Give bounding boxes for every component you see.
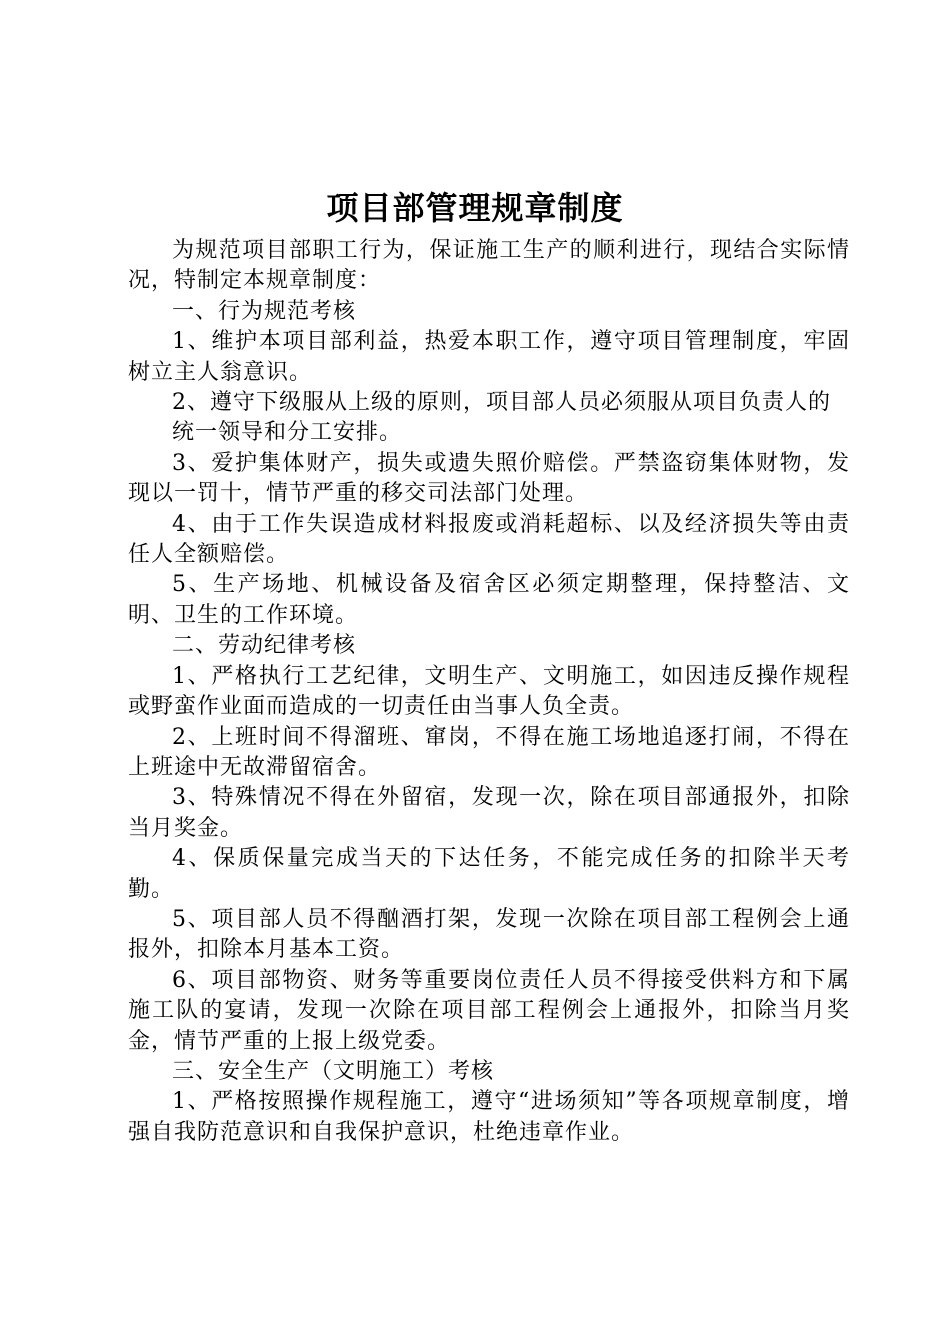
rule-paragraph: 3、爱护集体财产，损失或遗失照价赔偿。严禁盗窃集体财物，发现以一罚十，情节严重的移交司法部门处理。 xyxy=(128,450,850,507)
document-body xyxy=(128,236,850,1148)
rule-paragraph: 5、生产场地、机械设备及宿舍区必须定期整理，保持整洁、文明、卫生的工作环境。 xyxy=(128,572,850,628)
section-heading: 一、行为规范考核 xyxy=(172,298,357,324)
intro-paragraph: 为规范项目部职工行为，保证施工生产的顺利进行，现结合实际情况，特制定本规章制度： xyxy=(128,238,850,294)
rule-paragraph: 3、特殊情况不得在外留宿，发现一次，除在项目部通报外，扣除当月奖金。 xyxy=(128,785,850,841)
rule-paragraph: 5、项目部人员不得酗酒打架，发现一次除在项目部工程例会上通报外，扣除本月基本工资。 xyxy=(128,906,850,963)
rule-paragraph: 2、遵守下级服从上级的原则，项目部人员必须服从项目负责人的 xyxy=(172,390,831,416)
rule-paragraph: 4、由于工作失误造成材料报废或消耗超标、以及经济损失等由责任人全额赔偿。 xyxy=(128,511,850,568)
rule-paragraph: 1、维护本项目部利益，热爱本职工作，遵守项目管理制度，牢固树立主人翁意识。 xyxy=(128,329,850,385)
rule-paragraph: 1、严格按照操作规程施工，遵守“进场须知”等各项规章制度，增强自我防范意识和自我保护意识，杜绝违章作业。 xyxy=(128,1089,850,1145)
rule-paragraph: 2、上班时间不得溜班、窜岗，不得在施工场地追逐打闹，不得在上班途中无故滞留宿舍。 xyxy=(128,724,850,780)
rule-paragraph: 1、严格执行工艺纪律，文明生产、文明施工，如因违反操作规程或野蛮作业面而造成的一切责任由当事人负全责。 xyxy=(128,663,850,720)
section-heading: 三、安全生产（文明施工）考核 xyxy=(172,1058,495,1084)
section-heading: 二、劳动纪律考核 xyxy=(172,633,357,659)
rule-paragraph: 6、项目部物资、财务等重要岗位责任人员不得接受供料方和下属施工队的宴请，发现一次除在项目部工程例会上通报外，扣除当月奖金，情节严重的上报上级党委。 xyxy=(128,967,850,1054)
document-title: 项目部管理规章制度 xyxy=(326,189,624,227)
rule-paragraph-continuation: 统一领导和分工安排。 xyxy=(172,420,403,446)
rule-paragraph: 4、保质保量完成当天的下达任务，不能完成任务的扣除半天考勤。 xyxy=(128,846,850,902)
